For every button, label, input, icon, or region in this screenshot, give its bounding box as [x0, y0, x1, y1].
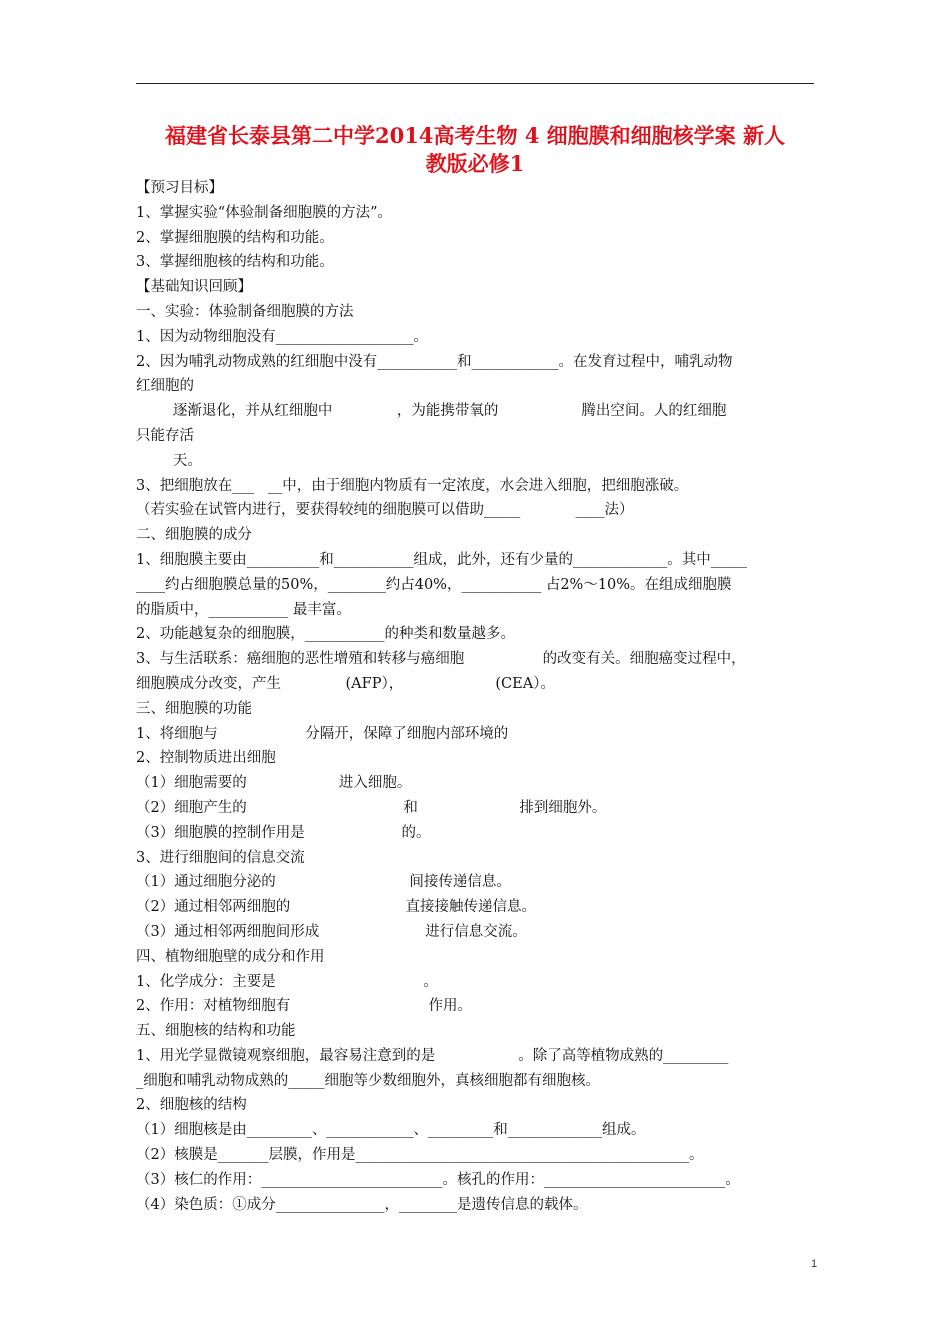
- body-line: 五、细胞核的结构和功能: [136, 1023, 296, 1040]
- page-number: 1: [810, 1258, 818, 1270]
- body-line: （2）细胞产生的 和 排到细胞外。: [136, 799, 607, 816]
- body-line: 【预习目标】: [136, 180, 223, 196]
- body-line: （1）通过细胞分泌的 间接传递信息。: [136, 874, 511, 891]
- body-line: 四、植物细胞壁的成分和作用: [136, 948, 325, 965]
- body-line: 3、掌握细胞核的结构和功能。: [136, 254, 334, 271]
- body-line: 3、进行细胞间的信息交流: [136, 849, 305, 866]
- body-line: 2、作用：对植物细胞有 作用。: [136, 998, 472, 1015]
- body-line: （2）通过相邻两细胞的 直接接触传递信息。: [136, 899, 536, 916]
- body-line: （3）通过相邻两细胞间形成 进行信息交流。: [136, 923, 527, 940]
- body-line: 三、细胞膜的功能: [136, 700, 252, 717]
- body-line: 【基础知识回顾】: [136, 279, 252, 296]
- body-line: 1、将细胞与 分隔开，保障了细胞内部环境的: [136, 725, 509, 742]
- body-line: 2、功能越复杂的细胞膜，___________的种类和数量越多。: [136, 626, 515, 643]
- body-line: 2、细胞核的结构: [136, 1097, 247, 1114]
- header-rule: [136, 83, 814, 84]
- body-line: （1）细胞需要的 进入细胞。: [136, 775, 412, 792]
- body-line: （3）细胞膜的控制作用是 的。: [136, 824, 431, 841]
- body-line: 2、掌握细胞膜的结构和功能。: [136, 229, 334, 246]
- body-line: 2、因为哺乳动物成熟的红细胞中没有___________和____________。在发育过程中，哺乳动物: [136, 353, 733, 370]
- body-line: 只能存活: [136, 427, 194, 444]
- body-line: _细胞和哺乳动物成熟的_____细胞等少数细胞外，真核细胞都有细胞核。: [136, 1072, 600, 1089]
- body-line: 二、细胞膜的成分: [136, 527, 252, 544]
- body-line: 1、化学成分：主要是 。: [136, 973, 438, 990]
- body-line: 2、控制物质进出细胞: [136, 750, 276, 767]
- body-line: （3）核仁的作用：_________________________。核孔的作用：_________________________。: [136, 1171, 740, 1188]
- body-line: 1、掌握实验“体验制备细胞膜的方法”。: [136, 204, 393, 221]
- body-line: 天。: [136, 452, 202, 469]
- body-line: 3、与生活联系：癌细胞的恶性增殖和转移与癌细胞 的改变有关。细胞癌变过程中，: [136, 651, 746, 668]
- body-line: （2）核膜是_______层膜，作用是______________________________________________。: [136, 1147, 704, 1164]
- body-line: （4）染色质：①成分_______________，________是遗传信息的载体。: [136, 1196, 588, 1213]
- body-line: （若实验在试管内进行，要获得较纯的细胞膜可以借助_____ ____法）: [136, 502, 634, 519]
- body-line: 红细胞的: [136, 378, 194, 395]
- body-line: 逐渐退化，并从红细胞中 ，为能携带氧的 腾出空间。人的红细胞: [136, 403, 727, 420]
- body-line: （1）细胞核是由_________、____________、_________和_____________组成。: [136, 1122, 646, 1139]
- body-line: 1、因为动物细胞没有___________________。: [136, 328, 428, 345]
- body-line: 1、细胞膜主要由__________和___________组成，此外，还有少量的_____________。其中_____: [136, 551, 747, 568]
- document-title: [136, 122, 814, 178]
- title-line-2: 教版必修1: [425, 151, 525, 176]
- body-line: 1、用光学显微镜观察细胞，最容易注意到的是 。除了高等植物成熟的_________: [136, 1047, 729, 1064]
- document-body: [136, 176, 826, 1217]
- body-line: 3、把细胞放在___ __中，由于细胞内物质有一定浓度，水会进入细胞，把细胞涨破。: [136, 477, 689, 494]
- body-line: 的脂质中，___________ 最丰富。: [136, 601, 351, 618]
- body-line: 一、实验：体验制备细胞膜的方法: [136, 303, 354, 320]
- body-line: ____约占细胞膜总量的50%，________约占40%，___________ 占2%～10%。在组成细胞膜: [136, 576, 732, 593]
- body-line: 细胞膜成分改变，产生 (AFP）， (CEA）。: [136, 675, 555, 692]
- title-line-1: 福建省长泰县第二中学2014高考生物 4 细胞膜和细胞核学案 新人: [165, 123, 785, 148]
